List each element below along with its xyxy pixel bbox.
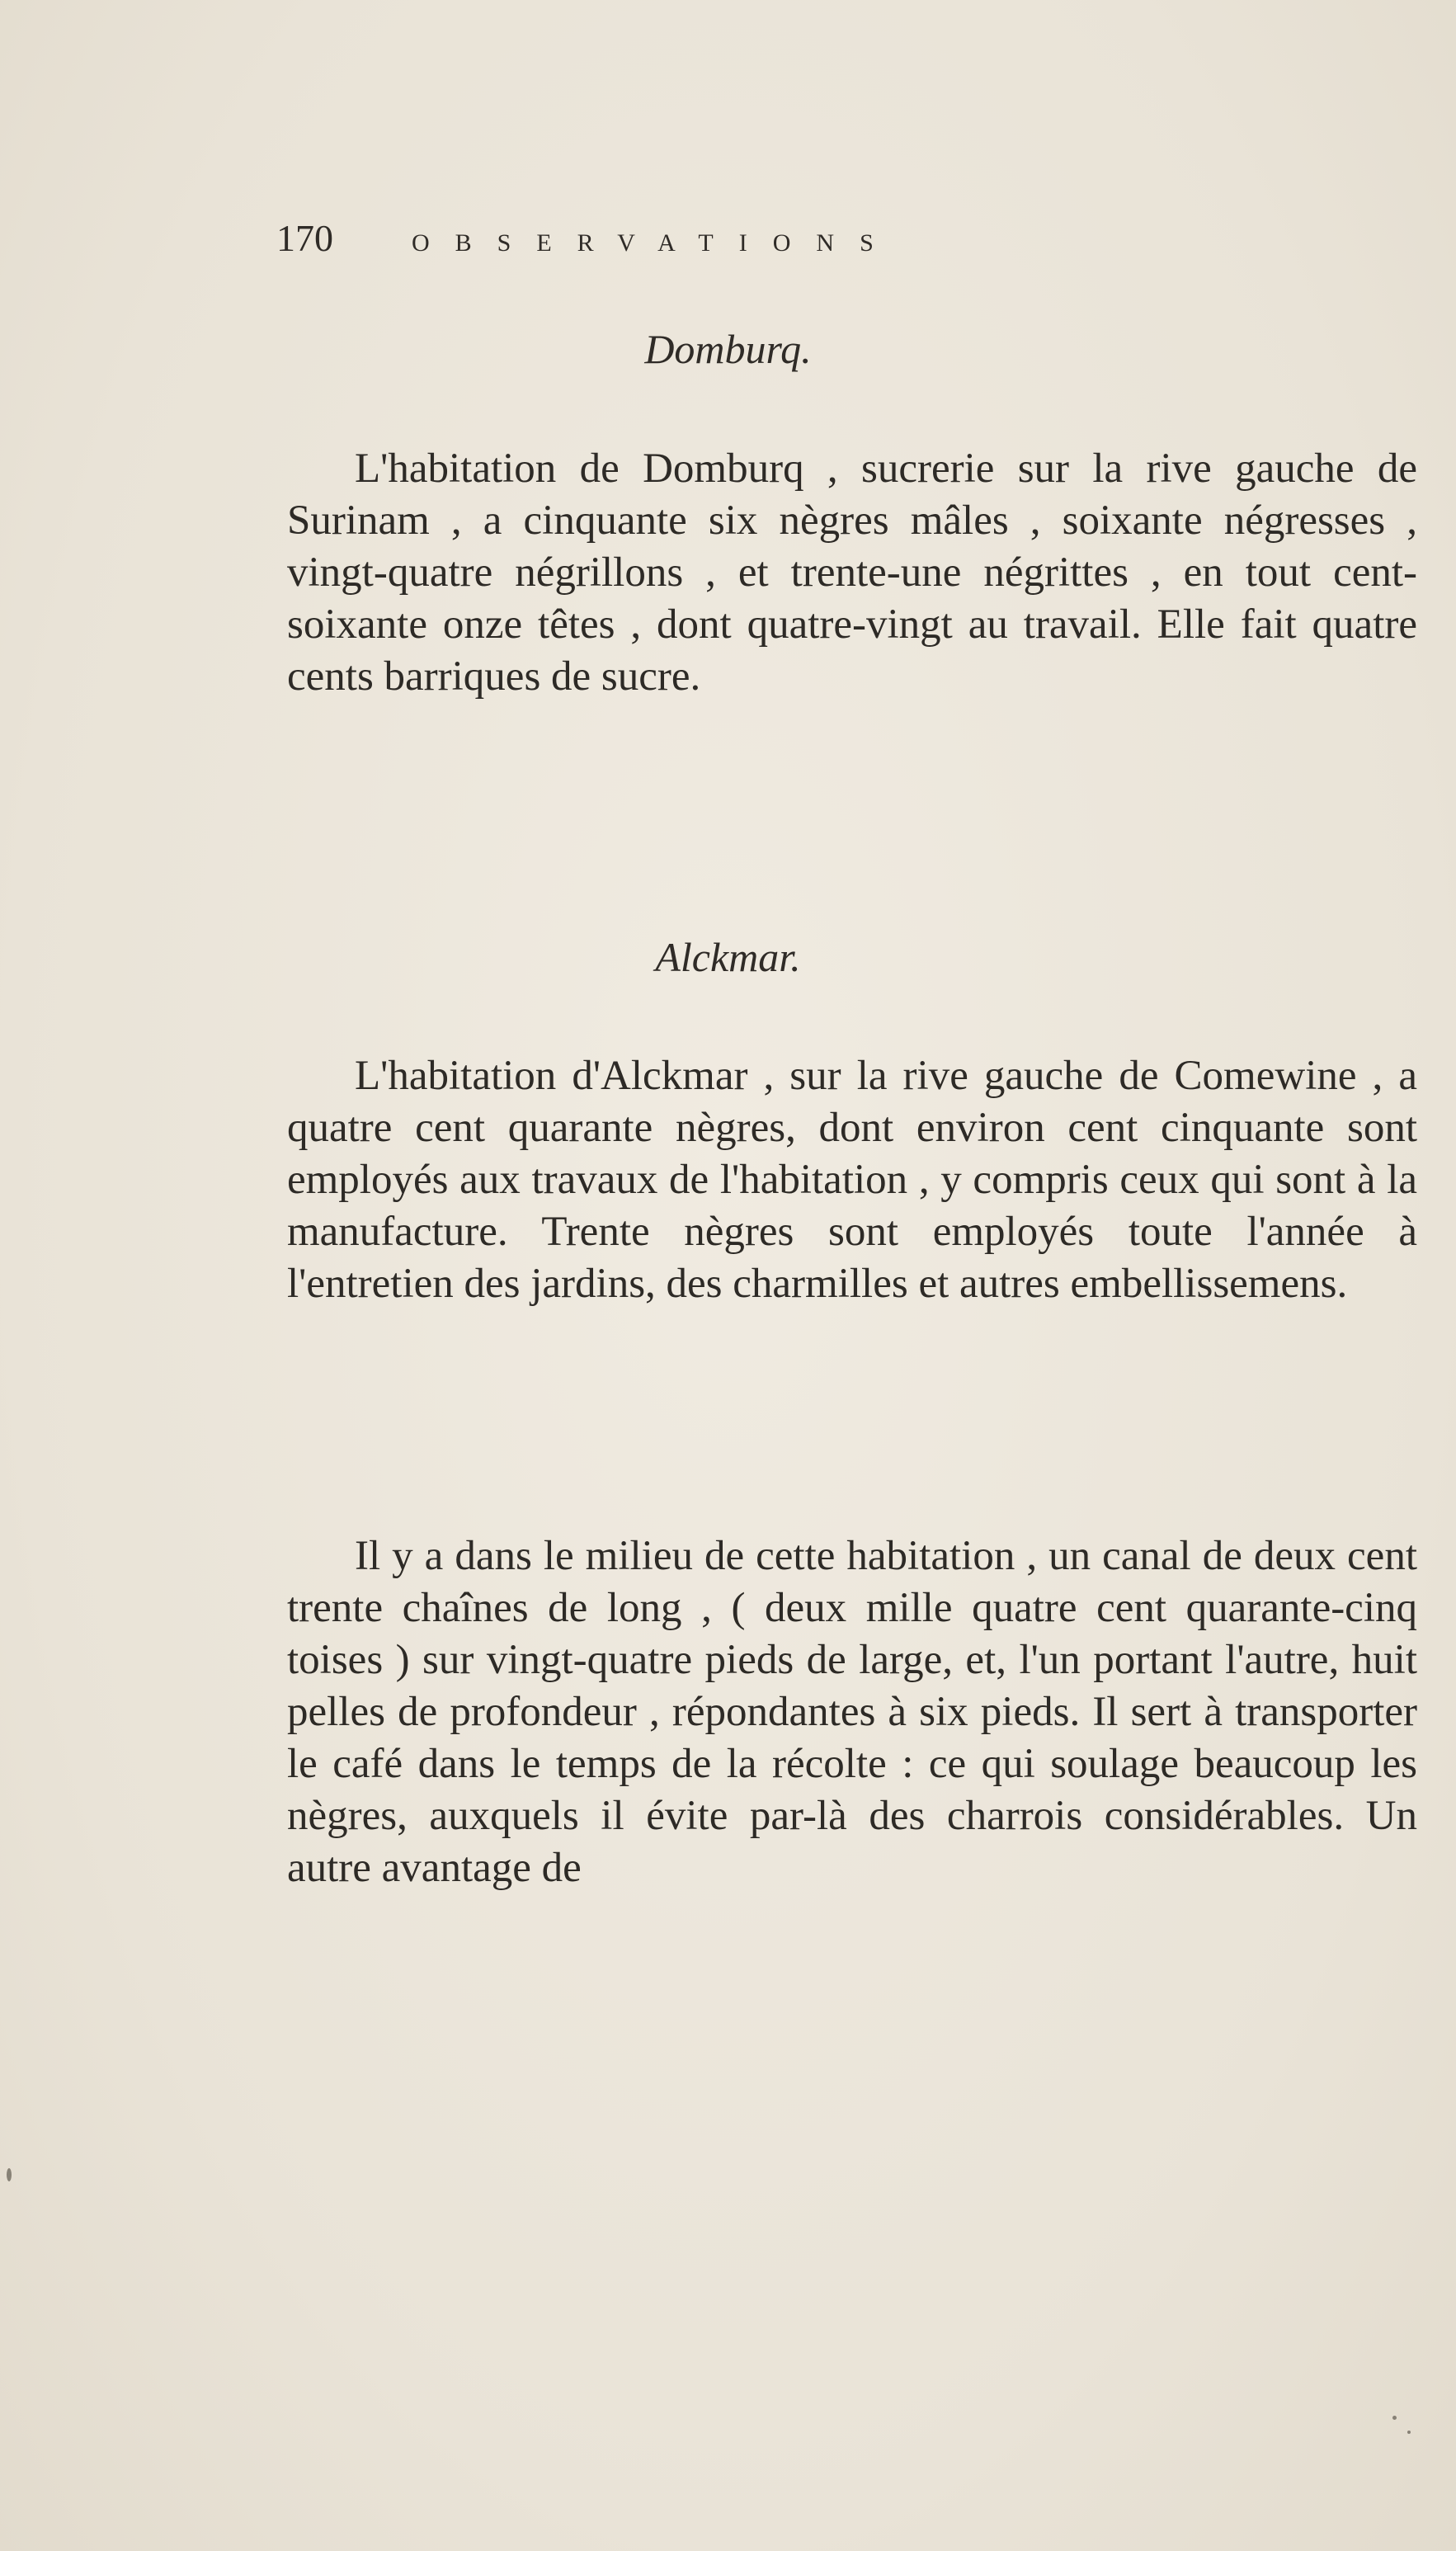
paragraph-alckmar-2: Il y a dans le milieu de cette habitation , un canal de deux cent trente chaînes de long , ( deux mille quatre cent quarante-cinq toises ) sur vingt-quatre pieds de large, et, l'un portant l'autre, huit pelles de profondeur , répondantes à six pieds. Il sert à transporter le café dans le temps de la récolte : ce qui soulage beaucoup les nègres, auxquels il évite par-là des charrois considérables. Un autre avantage de <box>287 1533 1417 1891</box>
section-title-alckmar: Alckmar. <box>655 934 801 980</box>
paper-speck <box>1392 2416 1397 2420</box>
page-header <box>276 216 1184 260</box>
running-title: OBSERVATIONS <box>412 229 899 257</box>
page-number: 170 <box>276 217 333 259</box>
paragraph-domburq: L'habitation de Domburq , sucrerie sur la rive gauche de Surinam , a cinquante six nègres mâles , soixante négresses , vingt-quatre négrillons , et trente-une négrittes , en tout cent-soixante onze têtes , dont quatre-vingt au travail. Elle fait quatre cents barriques de sucre. <box>287 446 1417 700</box>
paragraph-alckmar-1: L'habitation d'Alckmar , sur la rive gauche de Comewine , a quatre cent quarante nègres, dont environ cent cinquante sont employés aux travaux de l'habitation , y compris ceux qui sont à la manufacture. Trente nègres sont employés toute l'année à l'entretien des jardins, des charmilles et autres embellissemens. <box>287 1053 1417 1307</box>
section-title-domburq: Domburq. <box>644 326 812 372</box>
paper-speck <box>1407 2431 1411 2434</box>
paper-speck <box>7 2168 12 2181</box>
